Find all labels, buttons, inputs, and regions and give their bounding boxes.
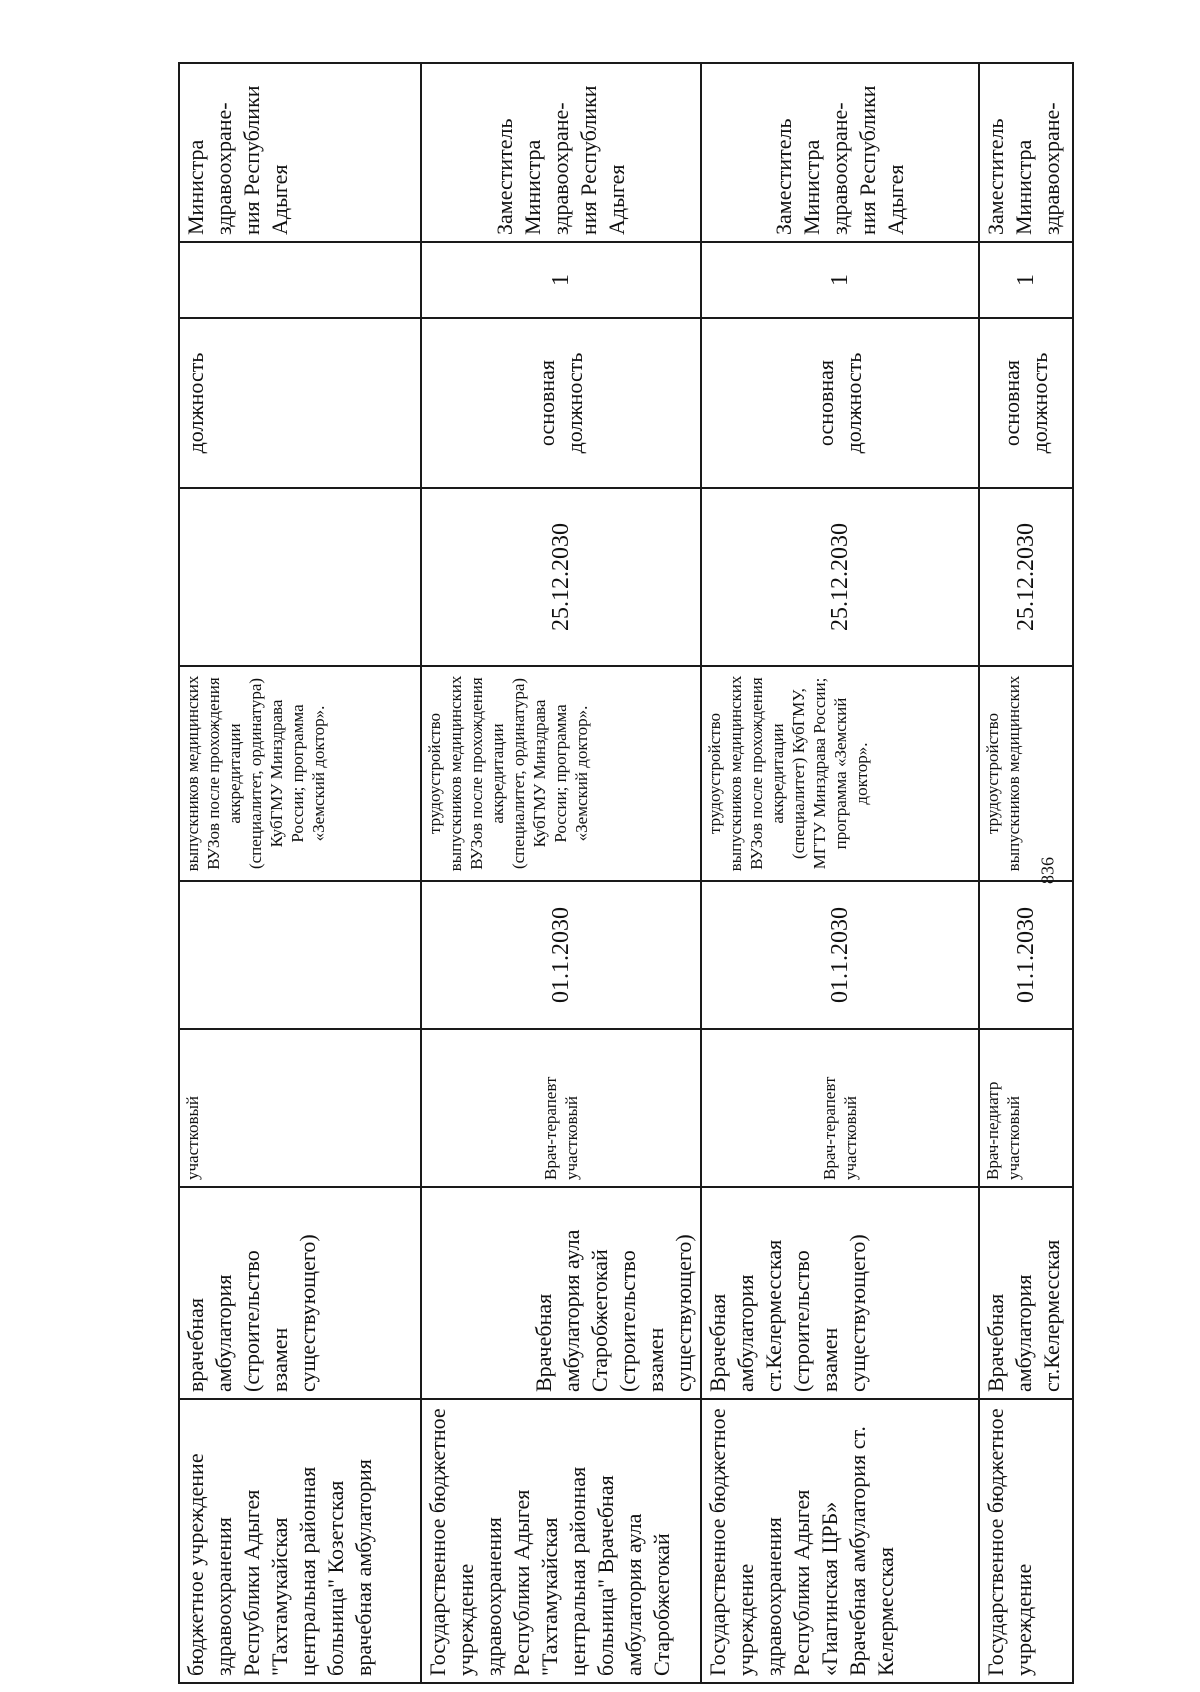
end-date-cell: 25.12.2030: [979, 488, 1073, 666]
start-date-cell: 01.1.2030: [701, 881, 979, 1029]
responsible-cell: Заместитель Министра здравоохране-: [979, 63, 1073, 242]
purpose-cell: трудоустройство выпускников медицинских ВУЗов после прохождения аккредитации (специалитет, ординатура) КубГМУ Минздрава России; программа «Земский доктор».: [421, 666, 701, 881]
end-date-cell: 25.12.2030: [421, 488, 701, 666]
page-number: 836: [1037, 857, 1058, 884]
count-cell: [179, 242, 421, 318]
institution-cell: Государственное бюджетное учреждение: [979, 1399, 1073, 1683]
facility-cell: врачебная амбулатория (строительство взамен существующего): [179, 1187, 421, 1399]
job-type-cell: основная должность: [421, 318, 701, 488]
end-date-cell: 25.12.2030: [701, 488, 979, 666]
facility-cell: Врачебная амбулатория аула Старобжегокай (строительство взамен существующего): [421, 1187, 701, 1399]
facility-cell: Врачебная амбулатория ст.Келермесская (строительство взамен существующего): [701, 1187, 979, 1399]
start-date-cell: 01.1.2030: [421, 881, 701, 1029]
end-date-cell: [179, 488, 421, 666]
table-row: [421, 63, 701, 1683]
responsible-cell: Заместитель Министра здравоохране-ния Республики Адыгея: [701, 63, 979, 242]
responsible-cell: Министра здравоохране-ния Республики Адыгея: [179, 63, 421, 242]
position-cell: Врач-терапевт участковый: [701, 1029, 979, 1187]
table-row: [979, 63, 1073, 1683]
job-type-cell: должность: [179, 318, 421, 488]
institution-cell: бюджетное учреждение здравоохранения Республики Адыгея "Тахтамукайская центральная районная больница" Козетская врачебная амбулатория: [179, 1399, 421, 1683]
job-type-cell: основная должность: [701, 318, 979, 488]
position-cell: Врач-терапевт участковый: [421, 1029, 701, 1187]
purpose-cell: трудоустройство выпускников медицинских ВУЗов после прохождения аккредитации (специалитет) КубГМУ, МГТУ Минздрава России; программа «Земский доктор».: [701, 666, 979, 881]
count-cell: 1: [979, 242, 1073, 318]
table-row: [179, 63, 421, 1683]
responsible-cell: Заместитель Министра здравоохране-ния Республики Адыгея: [421, 63, 701, 242]
table-row: [701, 63, 979, 1683]
purpose-cell: трудоустройство выпускников медицинских: [979, 666, 1073, 881]
count-cell: 1: [421, 242, 701, 318]
purpose-cell: выпускников медицинских ВУЗов после прохождения аккредитации (специалитет, ординатура) КубГМУ Минздрава России; программа «Земский доктор».: [179, 666, 421, 881]
position-cell: Врач-педиатр участковый: [979, 1029, 1073, 1187]
start-date-cell: 01.1.2030: [979, 881, 1073, 1029]
institution-cell: Государственное бюджетное учреждение здравоохранения Республики Адыгея «Гиагинская ЦРБ» Врачебная амбулатория ст. Келермесская: [701, 1399, 979, 1683]
job-type-cell: основная должность: [979, 318, 1073, 488]
institution-cell: Государственное бюджетное учреждение здравоохранения Республики Адыгея "Тахтамукайская центральная районная больница" Врачебная амбулатория аула Старобжегокай: [421, 1399, 701, 1683]
staffing-table: [178, 62, 1074, 1684]
count-cell: 1: [701, 242, 979, 318]
facility-cell: Врачебная амбулатория ст.Келермесская: [979, 1187, 1073, 1399]
position-cell: участковый: [179, 1029, 421, 1187]
rotated-table-wrapper: [178, 64, 1064, 1684]
start-date-cell: [179, 881, 421, 1029]
